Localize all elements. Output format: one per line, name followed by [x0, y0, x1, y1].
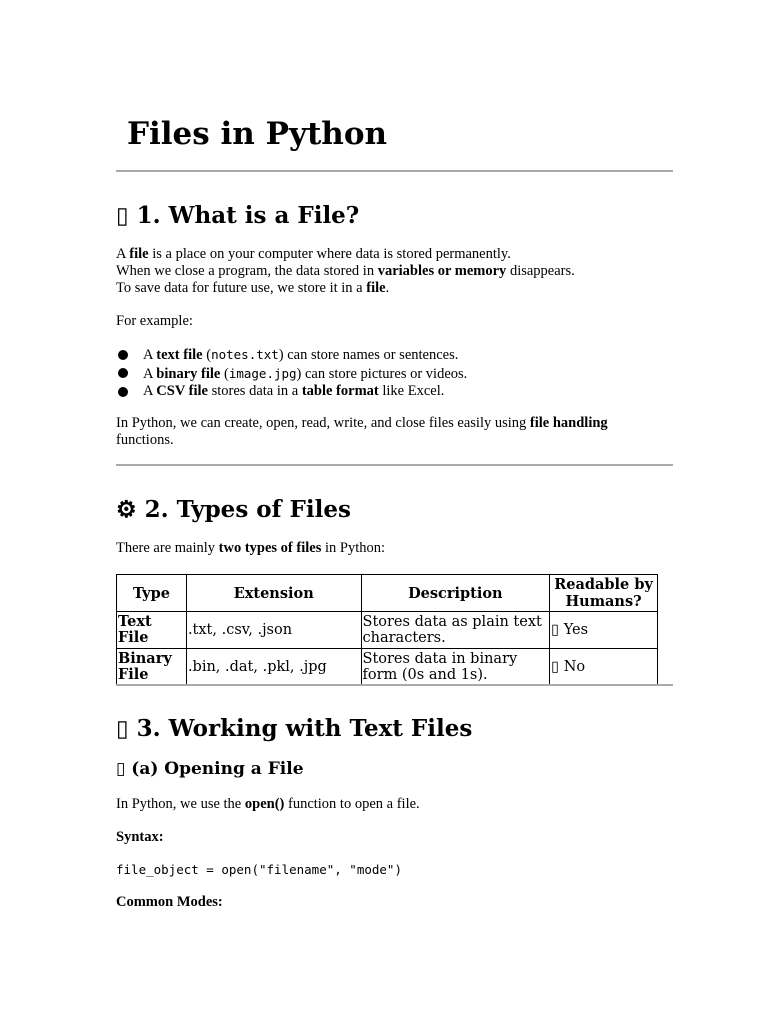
section-2-intro: There are mainly two types of files in Python:	[116, 540, 386, 556]
section-1-heading: ▯ 1. What is a File?	[116, 202, 360, 229]
table-cell: Binary File	[117, 649, 187, 686]
table-cell: ▯ No	[550, 649, 658, 686]
syntax-label: Syntax:	[116, 829, 164, 845]
column-header-type: Type	[117, 575, 187, 612]
file-handling-paragraph: In Python, we can create, open, read, write, and close files easily using file handling functions.	[116, 415, 608, 448]
column-header-description: Description	[361, 575, 550, 612]
common-modes-label: Common Modes:	[116, 894, 223, 910]
subsection-a-heading: ▯ (a) Opening a File	[116, 759, 304, 779]
file-types-table	[116, 574, 658, 686]
example-list	[116, 346, 467, 401]
table-row	[117, 612, 658, 649]
divider	[116, 464, 673, 466]
table-cell: ▯ Yes	[550, 612, 658, 649]
bullet-icon	[118, 368, 128, 378]
table-cell: Stores data in binary form (0s and 1s).	[361, 649, 550, 686]
bullet-icon	[118, 387, 128, 397]
page-title: Files in Python	[127, 116, 388, 152]
list-item: A text file (notes.txt) can store names or sentences.	[116, 346, 467, 365]
table-cell: .txt, .csv, .json	[186, 612, 361, 649]
bullet-icon	[118, 350, 128, 360]
list-item: A CSV file stores data in a table format like Excel.	[116, 383, 467, 401]
table-cell: .bin, .dat, .pkl, .jpg	[186, 649, 361, 686]
table-cell: Text File	[117, 612, 187, 649]
column-header-readable: Readable by Humans?	[550, 575, 658, 612]
section-2-heading: ⚙ 2. Types of Files	[116, 496, 351, 523]
open-function-paragraph: In Python, we use the open() function to open a file.	[116, 796, 420, 812]
section-3-heading: ▯ 3. Working with Text Files	[116, 715, 473, 742]
column-header-extension: Extension	[186, 575, 361, 612]
list-item: A binary file (image.jpg) can store pictures or videos.	[116, 365, 467, 384]
table-row	[117, 649, 658, 686]
for-example-label: For example:	[116, 313, 193, 329]
code-snippet: file_object = open("filename", "mode")	[116, 862, 402, 877]
divider	[116, 170, 673, 172]
table-cell: Stores data as plain text characters.	[361, 612, 550, 649]
divider	[116, 684, 673, 686]
table-header-row	[117, 575, 658, 612]
section-1-paragraph: A file is a place on your computer where data is stored permanently. When we close a program, the data stored in variables or memory disappears. To save data for future use, we store it in a file.	[116, 246, 575, 296]
